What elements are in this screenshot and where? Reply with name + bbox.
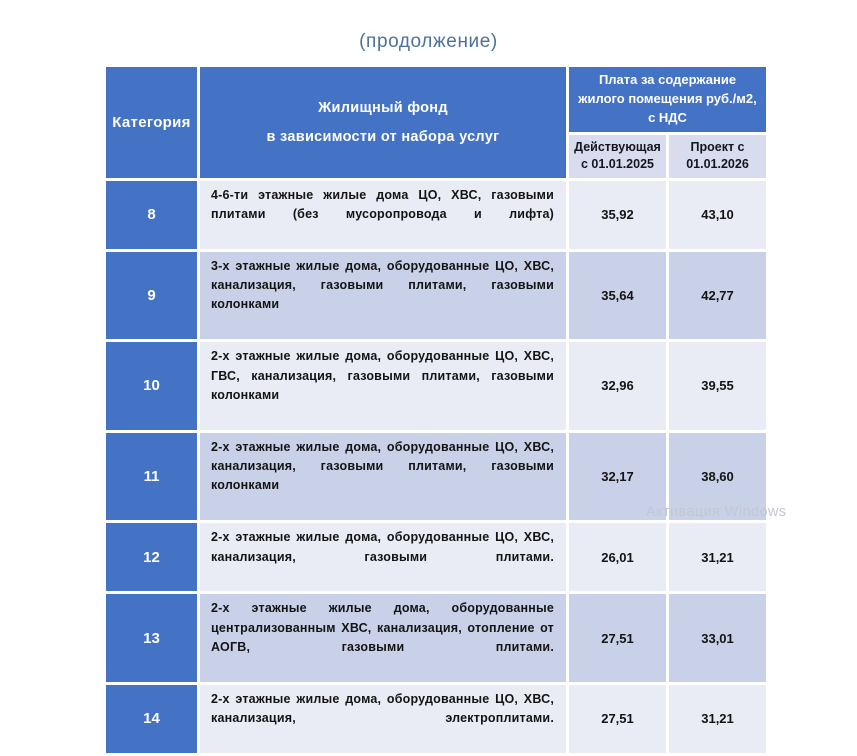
category-cell: 12	[106, 523, 197, 591]
category-cell: 9	[106, 252, 197, 340]
description-cell: 2-х этажные жилые дома, оборудованные ЦО, ХВС, канализация, электроплитами.	[200, 685, 566, 753]
header-payment-group: Плата за содержание жилого помещения руб./м2, с НДС	[569, 67, 766, 132]
table-row	[106, 181, 766, 249]
header-category: Категория	[106, 67, 197, 178]
description-cell: 3-х этажные жилые дома, оборудованные ЦО, ХВС, канализация, газовыми плитами, газовыми колонками	[200, 252, 566, 340]
current-value-cell: 35,64	[569, 252, 666, 340]
table-row	[106, 523, 766, 591]
project-value-cell: 31,21	[669, 685, 766, 753]
category-cell: 14	[106, 685, 197, 753]
project-value-cell: 39,55	[669, 342, 766, 430]
description-cell: 2-х этажные жилые дома, оборудованные ЦО, ХВС, ГВС, канализация, газовыми плитами, газовыми колонками	[200, 342, 566, 430]
current-value-cell: 26,01	[569, 523, 666, 591]
tariff-table	[103, 64, 769, 756]
current-value-cell: 35,92	[569, 181, 666, 249]
table-row	[106, 685, 766, 753]
header-project-tariff: Проект с 01.01.2026	[669, 135, 766, 178]
header-housing-fund-line2: в зависимости от набора услуг	[266, 128, 500, 145]
table-row	[106, 342, 766, 430]
category-cell: 8	[106, 181, 197, 249]
current-value-cell: 27,51	[569, 594, 666, 682]
header-housing-fund	[200, 67, 566, 178]
description-cell: 2-х этажные жилые дома, оборудованные ЦО, ХВС, канализация, газовыми плитами, газовыми колонками	[200, 433, 566, 521]
category-cell: 10	[106, 342, 197, 430]
table-header-row	[106, 67, 766, 132]
description-cell: 2-х этажные жилые дома, оборудованные централизованным ХВС, канализация, отопление от АОГВ, газовыми плитами.	[200, 594, 566, 682]
project-value-cell: 38,60	[669, 433, 766, 521]
category-cell: 11	[106, 433, 197, 521]
header-current-tariff: Действующая с 01.01.2025	[569, 135, 666, 178]
category-cell: 13	[106, 594, 197, 682]
project-value-cell: 31,21	[669, 523, 766, 591]
header-housing-fund-line1: Жилищный фонд	[318, 99, 448, 116]
current-value-cell: 32,96	[569, 342, 666, 430]
project-value-cell: 43,10	[669, 181, 766, 249]
current-value-cell: 32,17	[569, 433, 666, 521]
project-value-cell: 42,77	[669, 252, 766, 340]
windows-activation-watermark: Активация Windows	[646, 504, 787, 520]
table-row	[106, 252, 766, 340]
current-value-cell: 27,51	[569, 685, 666, 753]
description-cell: 2-х этажные жилые дома, оборудованные ЦО, ХВС, канализация, газовыми плитами.	[200, 523, 566, 591]
page-title: (продолжение)	[359, 31, 498, 52]
description-cell: 4-6-ти этажные жилые дома ЦО, ХВС, газовыми плитами (без мусоропровода и лифта)	[200, 181, 566, 249]
project-value-cell: 33,01	[669, 594, 766, 682]
table-row	[106, 594, 766, 682]
